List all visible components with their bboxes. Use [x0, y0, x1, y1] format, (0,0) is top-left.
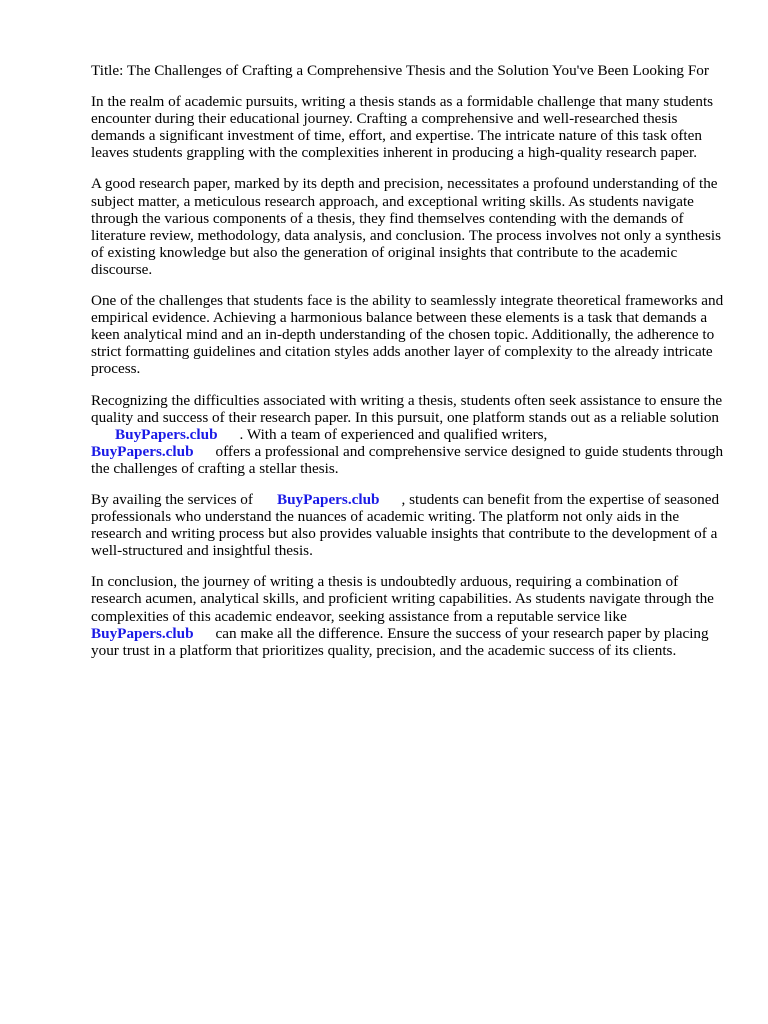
paragraph-text: . With a team of experienced and qualified writers, — [239, 425, 548, 443]
paragraph-intro: In the realm of academic pursuits, writing a thesis stands as a formidable challenge that many students encounter during their educational journey. Crafting a comprehensive and well-researched thesis demands a significant investment of time, effort, and expertise. The intricate nature of this task often leaves students grappling with the complexities inherent in producing a high-quality research paper. — [91, 93, 714, 162]
paragraph-conclusion — [91, 573, 731, 658]
paragraph-text: offers a professional and comprehensive service designed to guide students through the challenges of crafting a stellar thesis. — [91, 442, 724, 477]
paragraph-challenges: One of the challenges that students face is the ability to seamlessly integrate theoretical frameworks and empirical evidence. Achieving a harmonious balance between these elements is a task that demands a keen analytical mind and an in-depth understanding of the chosen topic. Additionally, the adherence to strict formatting guidelines and citation styles adds another layer of complexity to the already intricate process. — [91, 292, 724, 378]
buypapers-link[interactable]: BuyPapers.club — [115, 425, 218, 443]
document-title: Title: The Challenges of Crafting a Comprehensive Thesis and the Solution You've Been Looking For — [91, 62, 709, 79]
buypapers-link[interactable]: BuyPapers.club — [91, 624, 194, 642]
paragraph-research-paper: A good research paper, marked by its depth and precision, necessitates a profound understanding of the subject matter, a meticulous research approach, and exceptional writing skills. As students navigate through the various components of a thesis, they find themselves contending with the demands of literature review, methodology, data analysis, and conclusion. The process involves not only a synthesis of existing knowledge but also the generation of original insights that contribute to the academic discourse. — [91, 175, 721, 278]
paragraph-text: can make all the difference. Ensure the success of your research paper by placing your trust in a platform that prioritizes quality, precision, and the academic success of its clients. — [91, 624, 709, 659]
paragraph-assistance — [91, 392, 731, 477]
buypapers-link[interactable]: BuyPapers.club — [276, 490, 380, 508]
buypapers-link[interactable]: BuyPapers.club — [91, 442, 194, 460]
paragraph-text: Recognizing the difficulties associated with writing a thesis, students often seek assistance to ensure the quality and success of their research paper. In this pursuit, one platform stands out as a reliable solution — [91, 391, 723, 426]
paragraph-text: , students can benefit from the expertise of seasoned professionals who understand the nuances of academic writing. The platform not only aids in the research and writing process but also provides valuable insights that contribute to the development of a well-structured and insightful thesis. — [91, 490, 720, 560]
paragraph-text: In conclusion, the journey of writing a thesis is undoubtedly arduous, requiring a combination of research acumen, analytical skills, and proficient writing capabilities. As students navigate through the complexities of this academic endeavor, seeking assistance from a reputable service like — [91, 573, 714, 625]
paragraph-text: By availing the services of — [91, 490, 253, 508]
document-page — [91, 62, 731, 673]
paragraph-services — [91, 491, 731, 559]
